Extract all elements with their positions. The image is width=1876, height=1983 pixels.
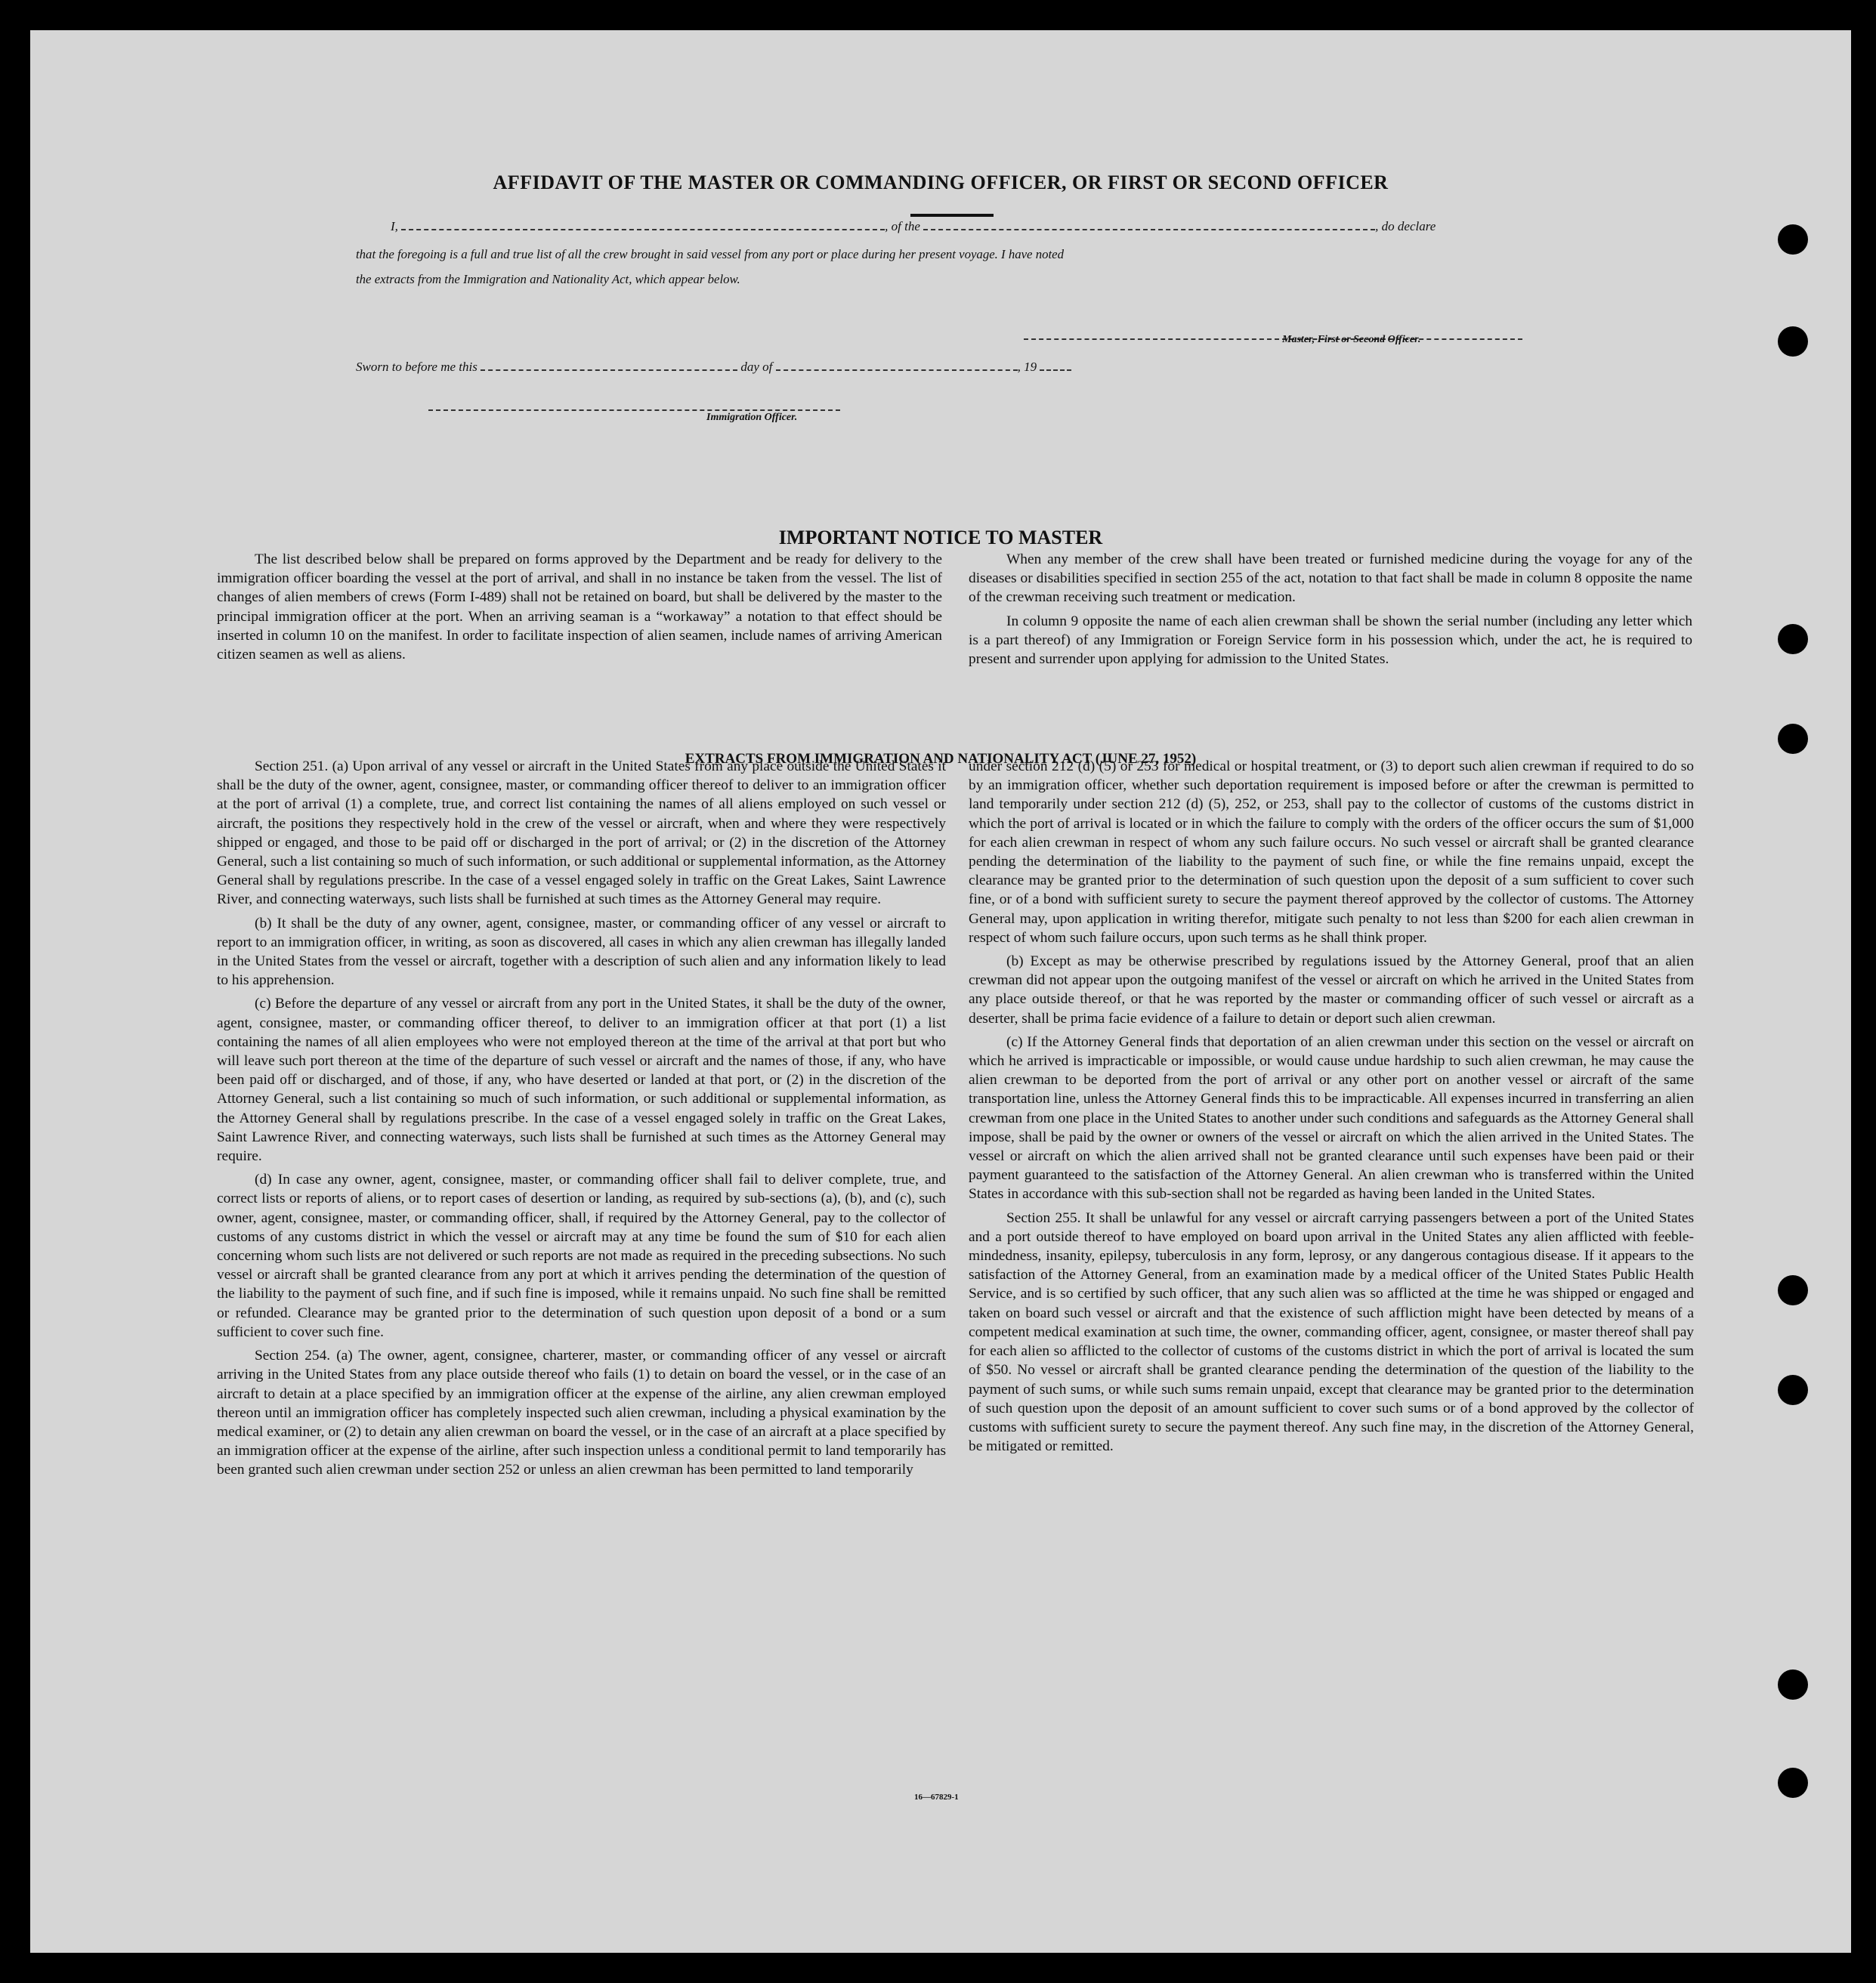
form-page xyxy=(30,30,1851,1953)
month-field[interactable] xyxy=(776,360,1018,371)
punch-hole-1 xyxy=(1778,224,1808,255)
declaration-text: that the foregoing is a full and true list of all the crew brought in said vessel from any port or place during her present voyage. I have noted xyxy=(356,247,1064,261)
officer-signature-line[interactable] xyxy=(428,400,840,411)
extract-paragraph: Section 255. It shall be unlawful for any vessel or aircraft carrying passengers between a port of the United States and a port outside thereof to have employed on board upon arrival in the United States any alien afflicted with feeble-mindedness, insanity, epilepsy, tuberculosis in any form, leprosy, or any dangerous contagious disease. If it appears to the satisfaction of the Attorney General, from an examination made by a medical officer of the United States Public Health Service, and is so certified by such officer, that any such alien was so afflicted at the time he was shipped or engaged and taken on board such vessel or aircraft and that the existence of such affliction might have been detected by means of a competent medical examination at such time, the owner, commanding officer, agent, consignee, or master thereof shall pay for each alien so afflicted to the collector of customs of the customs district in which the port of arrival is located the sum of $50. No vessel or aircraft shall be granted clearance pending the determination of the question of the liability to the payment of such sums, or while such sums remain unpaid, except that clearance may be granted prior to the determination of such question upon the deposit of an amount sufficient to cover such sums or of a bond approved by the collector of customs with sufficient surety to secure the payment thereof. Any such fine may, in the discretion of the Attorney General, be mitigated or remitted. xyxy=(969,1209,1694,1455)
notice-paragraph: The list described below shall be prepared on forms approved by the Department and be ready for delivery to the immigration officer boarding the vessel at the port of arrival, and shall in no instance be taken from the vessel. The list of changes of alien members of crews (Form I-489) shall not be retained on board, but shall be delivered by the master to the principal immigration officer at the port. When an arriving seaman is a “workaway” a notation to that effect should be inserted in column 10 on the manifest. In order to facilitate inspection of alien seamen, include names of arriving American citizen seamen as well as aliens. xyxy=(217,551,942,663)
declaration-line xyxy=(391,219,1436,234)
extract-paragraph: (b) It shall be the duty of any owner, agent, consignee, master, or commanding officer of any vessel or aircraft to report to an immigration officer, in writing, as soon as discovered, all cases in which any alien crewman has illegally landed in the United States from the vessel or aircraft, together with a description of such alien and any information likely to lead to his apprehension. xyxy=(217,915,946,989)
sworn-label: Sworn to before me this xyxy=(356,360,477,374)
of-the-label: , of the xyxy=(885,219,920,233)
extract-paragraph: (c) If the Attorney General finds that deportation of an alien crewman under this section on the vessel or aircraft on which he arrived is impracticable or impossible, or would cause undue hardship to such alien crewman, he may cause the alien crewman to be deported from the port of arrival or any other port on another vessel or aircraft of the same transportation line, unless the Attorney General finds this to be impracticable. All expenses incurred in transferring an alien crewman from one place in the United States to another under such conditions and safeguards as the Attorney General shall impose, shall be paid by the owner or owners of the vessel or aircraft on which the alien arrived in the United States. The vessel or aircraft on which the alien arrived shall not be granted clearance until such expenses have been paid or their payment guaranteed to the satisfaction of the Attorney General. An alien crewman who is transferred within the United States in accordance with this sub-section shall not be regarded as having been landed in the United States. xyxy=(969,1033,1694,1203)
punch-hole-5 xyxy=(1778,1275,1808,1305)
sworn-date-field[interactable] xyxy=(481,360,737,371)
extracts-title: EXTRACTS FROM IMMIGRATION AND NATIONALITY ACT (JUNE 27, 1952) xyxy=(685,751,1197,767)
year-label: , 19 xyxy=(1017,360,1037,374)
notice-paragraph: In column 9 opposite the name of each alien crewman shall be shown the serial number (including any letter which is a part thereof) of any Immigration or Foreign Service form in his possession which, under the act, he is required to present and surrender upon applying for admission to the United States. xyxy=(969,613,1692,668)
notice-title: IMPORTANT NOTICE TO MASTER xyxy=(778,527,1103,548)
form-number: 16—67829-1 xyxy=(914,1793,959,1802)
extract-paragraph: (b) Except as may be otherwise prescribed by regulations issued by the Attorney General, proof that an alien crewman did not appear upon the outgoing manifest of the vessel or aircraft on which he arrived in the United States from any place outside thereof, or that he was reported by the master or commanding officer of such vessel or aircraft as a deserter, shall be prima facie evidence of a failure to detain or deport such alien crewman. xyxy=(969,953,1694,1027)
declaration-text-2: the extracts from the Immigration and Nationality Act, which appear below. xyxy=(356,272,740,286)
do-declare-label: , do declare xyxy=(1375,219,1436,233)
officer-caption: Immigration Officer. xyxy=(706,412,798,423)
master-signature-line[interactable] xyxy=(1024,329,1522,340)
title-rule xyxy=(910,214,994,217)
extract-paragraph: Section 254. (a) The owner, agent, consignee, charterer, master, or commanding officer of any vessel or aircraft arriving in the United States from any place outside thereof who fails (1) to detain on board the vessel, or in the case of an aircraft to detain at a place specified by an immigration officer at the expense of the airline, any alien crewman employed thereon until an immigration officer has completely inspected such alien crewman, including a physical examination by the medical examiner, or (2) to detain any alien crewman on board the vessel, or in the case of an aircraft at a place specified by an immigration officer at the expense of the airline, after such inspection unless a conditional permit to land temporarily has been granted such alien crewman under section 252 or unless an alien crewman has been permitted to land temporarily xyxy=(217,1348,946,1478)
vessel-field[interactable] xyxy=(923,220,1375,230)
extracts-left-column xyxy=(217,757,946,1484)
punch-hole-3 xyxy=(1778,624,1808,654)
i-label: I, xyxy=(391,219,398,233)
extract-paragraph: (d) In case any owner, agent, consignee, master, or commanding officer shall fail to deliver complete, true, and correct lists or reports of aliens, or to report cases of desertion or landing, as required by sub-sections (a), (b), and (c), such owner, agent, consignee, master, or commanding officer, shall, if required by the Attorney General, pay to the collector of customs of any customs district in which the vessel or aircraft may at any time be found the sum of $10 for each alien concerning whom such lists are not delivered or such reports are not made as required in the preceding subsections. No such vessel or aircraft shall be granted clearance from any port at which it arrives pending the determination of the question of the liability to the payment of such fine, and if such fine is imposed, while it remains unpaid. No such fine shall be remitted or refunded. Clearance may be granted prior to the determination of such question upon deposit of a bond or a sum sufficient to cover such fine. xyxy=(217,1172,946,1340)
notice-left-column xyxy=(217,550,942,669)
extracts-right-column xyxy=(969,757,1694,1460)
notice-right-column xyxy=(969,550,1692,673)
extract-paragraph: Section 251. (a) Upon arrival of any vessel or aircraft in the United States from any place outside the United States it shall be the duty of the owner, agent, consignee, master, or commanding officer thereof to deliver to an immigration officer at the port of arrival (1) a complete, true, and correct list containing the names of all aliens employed on such vessel or aircraft, the positions they respectively hold in the crew of the vessel or aircraft, when and where they were respectively shipped or engaged, and those to be paid off or discharged in the port of arrival; or (2) in the discretion of the Attorney General, such a list containing so much of such information, or such additional or supplemental information, as the Attorney General shall by regulations prescribe. In the case of a vessel engaged solely in traffic on the Great Lakes, Saint Lawrence River, and connecting waterways, such lists shall be furnished at such times as the Attorney General may require. xyxy=(217,758,946,908)
punch-hole-6 xyxy=(1778,1375,1808,1405)
punch-hole-8 xyxy=(1778,1768,1808,1798)
day-of-label: day of xyxy=(740,360,773,374)
punch-hole-2 xyxy=(1778,326,1808,357)
extract-continuation: under section 212 (d) (5) or 253 for medical or hospital treatment, or (3) to deport such alien crewman if required to do so by an immigration officer, whether such deportation requirement is imposed before or after the crewman is permitted to land temporarily under section 212 (d) (5), 252, or 253, shall pay to the collector of customs of the customs district in which the port of arrival is located or in which the failure to comply with the orders of the officer occurs the sum of $1,000 for each alien crewman in respect of whom any such failure occurs. No such vessel or aircraft shall be granted clearance pending the determination of the liability to the payment of such fine, or while the fine remains unpaid, except the clearance may be granted prior to the determination of such question upon the deposit of a sum sufficient to cover such fine, or of a bond with sufficient surety to secure the payment thereof approved by the collector of customs. The Attorney General may, upon application in writing therefor, mitigate such penalty to not less than $200 for each alien crewman in respect of whom such failure occurs, upon such terms as he shall think proper. xyxy=(969,758,1694,946)
sworn-line xyxy=(356,360,1071,375)
punch-hole-4 xyxy=(1778,724,1808,754)
punch-hole-7 xyxy=(1778,1669,1808,1700)
extract-paragraph: (c) Before the departure of any vessel or aircraft from any port in the United States, it shall be the duty of the owner, agent, consignee, master, or commanding officer thereof, to deliver to an immigration officer at that port (1) a list containing the names of all alien employees who were not employed thereon at the time of the arrival at that port but who will leave such port thereon at the time of the departure of such vessel or aircraft and the names of those, if any, who have been paid off or discharged, and of those, if any, who have deserted or landed at that port, or (2) in the discretion of the Attorney General, such a list containing so much of such information, or such additional or supplemental information, as the Attorney General shall by regulations prescribe. In the case of a vessel engaged solely in traffic on the Great Lakes, Saint Lawrence River, and connecting waterways, such lists shall be furnished at such times as the Attorney General may require. xyxy=(217,996,946,1165)
affidavit-title: AFFIDAVIT OF THE MASTER OR COMMANDING OFFICER, OR FIRST OR SECOND OFFICER xyxy=(493,171,1389,193)
year-field[interactable] xyxy=(1040,360,1071,371)
master-caption: Master, First or Second Officer. xyxy=(1282,334,1421,345)
name-field[interactable] xyxy=(401,220,885,230)
notice-paragraph: When any member of the crew shall have been treated or furnished medicine during the voyage for any of the diseases or disabilities specified in section 255 of the act, notation to that fact shall be made in column 8 opposite the name of the crewman receiving such treatment or medication. xyxy=(969,551,1692,606)
